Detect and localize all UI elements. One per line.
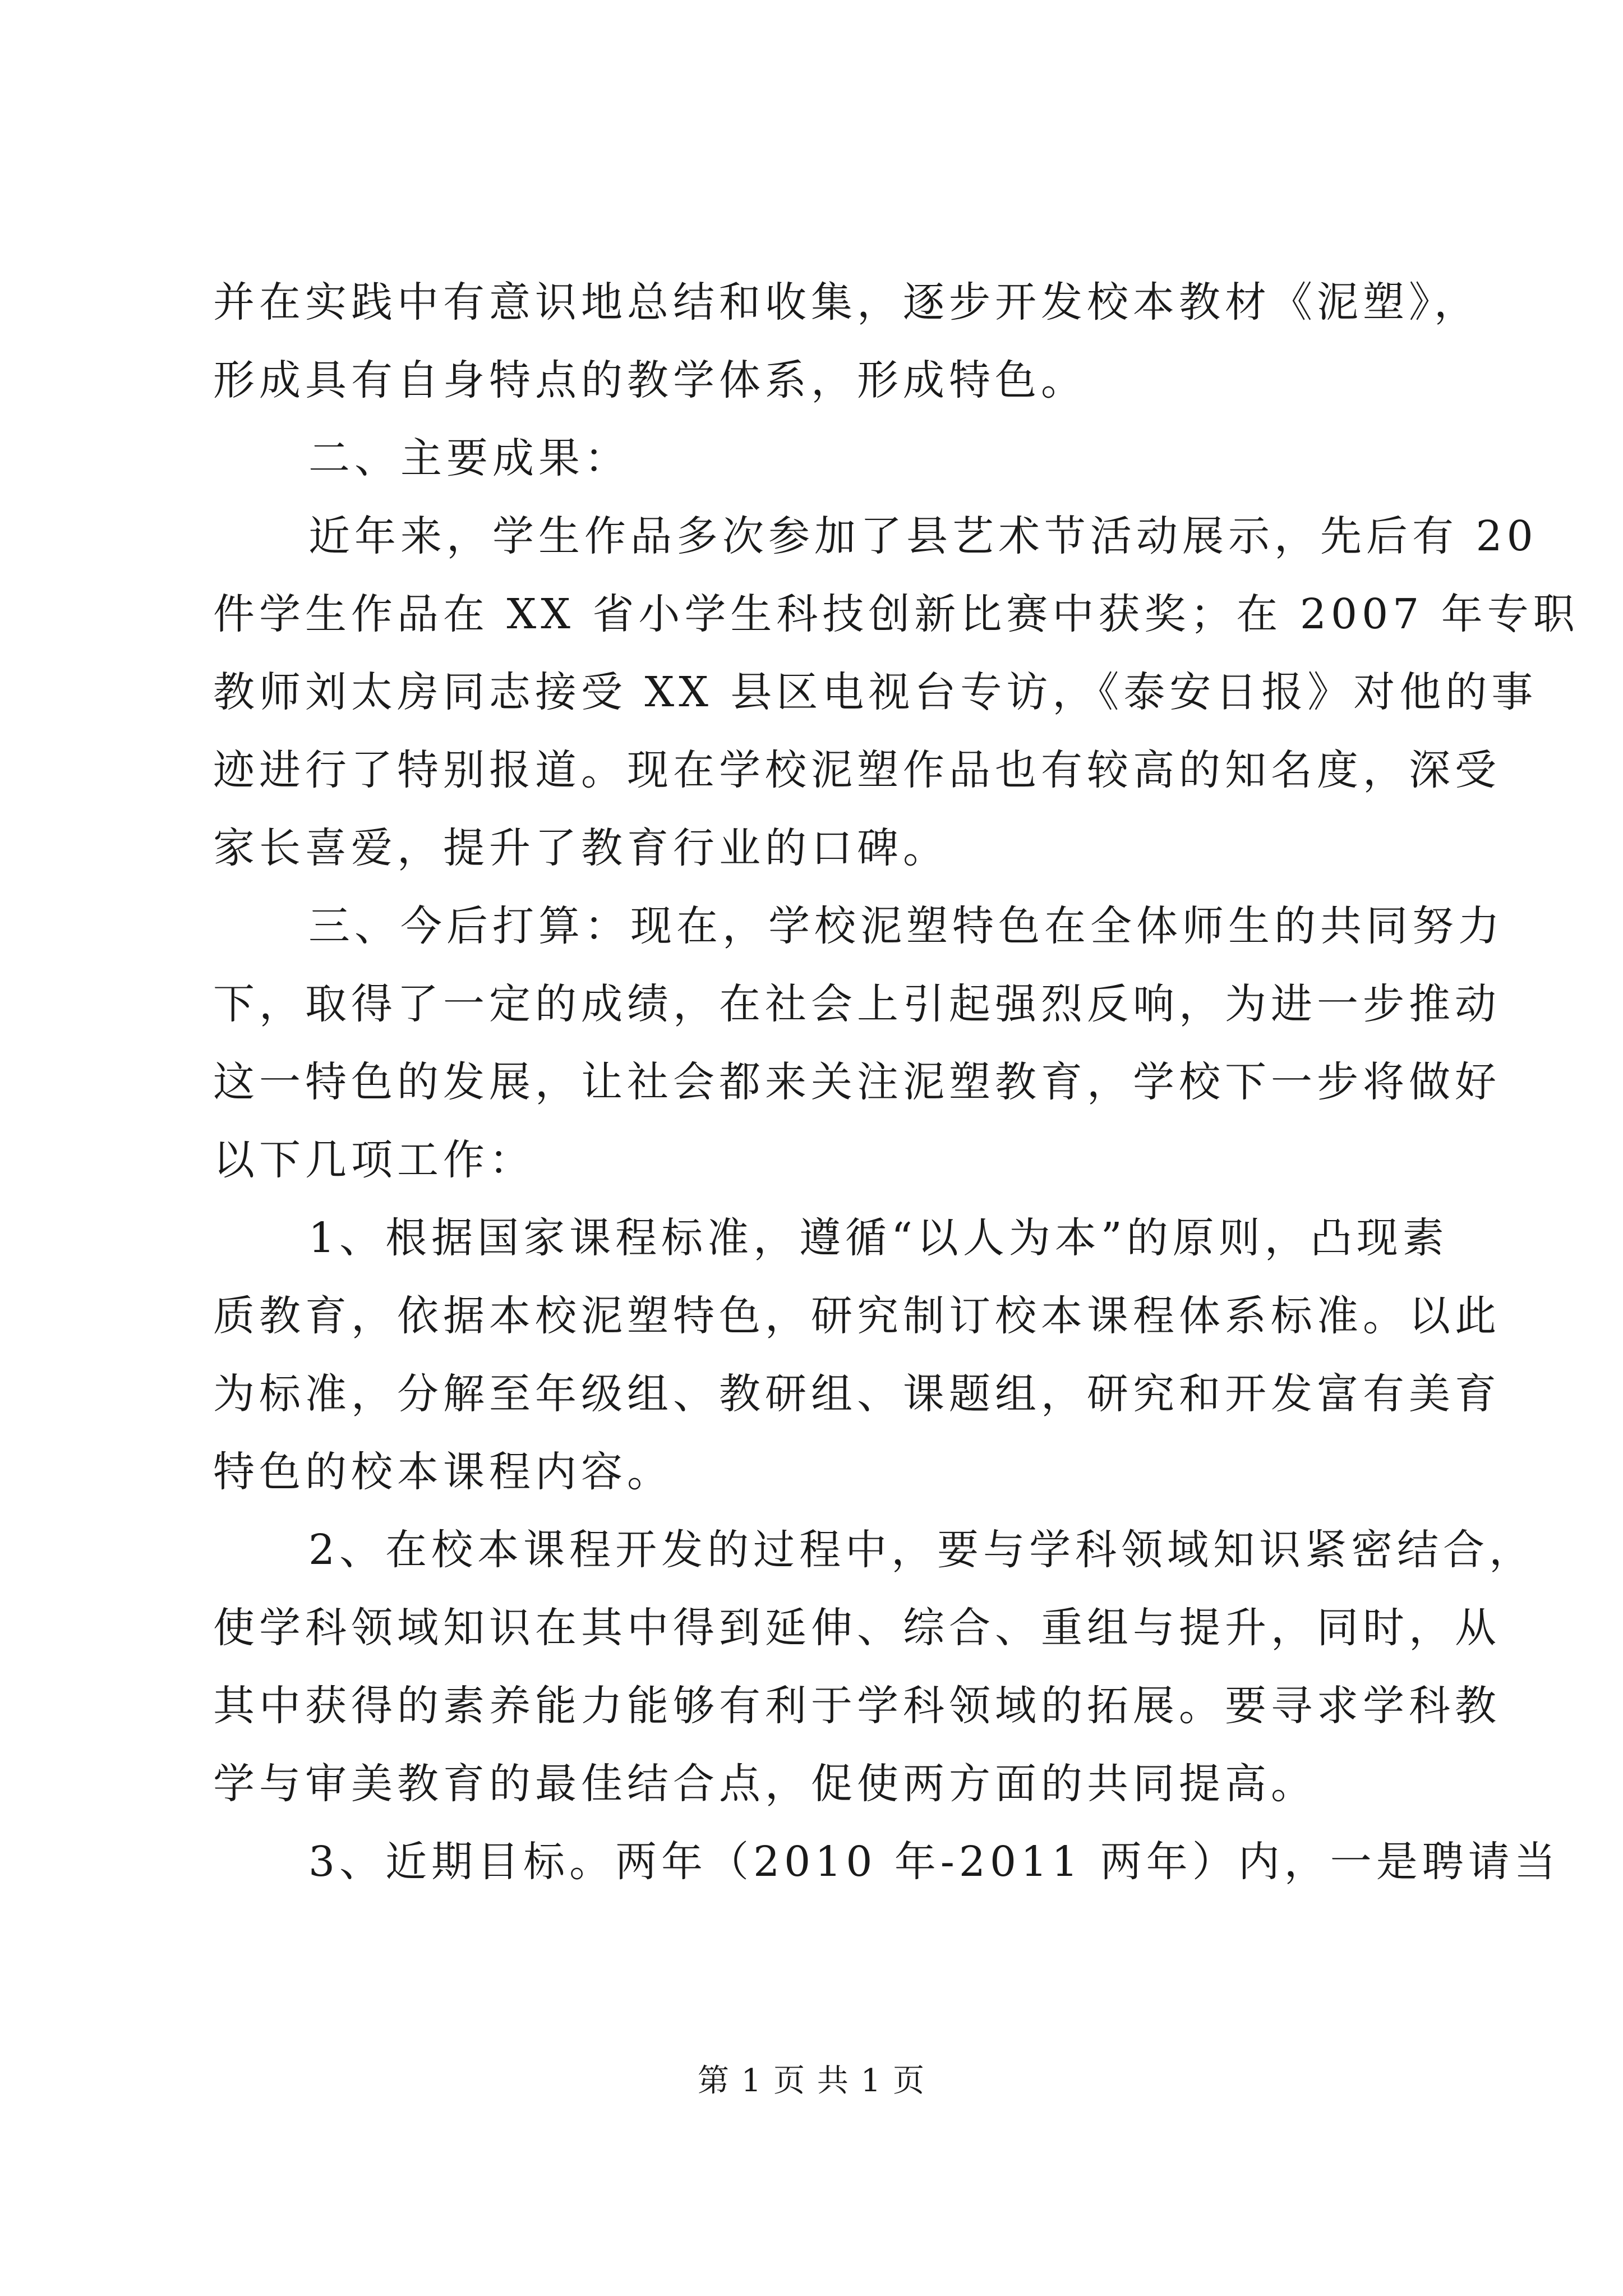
text-line: 形成具有自身特点的教学体系，形成特色。 [213,356,1087,404]
text-line: 下，取得了一定的成绩，在社会上引起强烈反响，为进一步推动 [213,980,1501,1028]
text-line: 质教育，依据本校泥塑特色，研究制订校本课程体系标准。以此 [213,1292,1501,1340]
text-line: 1、根据国家课程标准，遵循“以人为本”的原则，凸现素 [308,1214,1449,1262]
text-line: 家长喜爱，提升了教育行业的口碑。 [213,824,949,872]
text-line: 2、在校本课程开发的过程中，要与学科领域知识紧密结合， [308,1526,1536,1574]
text-line: 以下几项工作： [213,1136,535,1184]
text-line: 迹进行了特别报道。现在学校泥塑作品也有较高的知名度，深受 [213,746,1501,794]
text-line: 使学科领域知识在其中得到延伸、综合、重组与提升，同时，从 [213,1604,1501,1652]
text-line: 并在实践中有意识地总结和收集，逐步开发校本教材《泥塑》， [213,278,1480,326]
section-heading: 二、主要成果： [308,434,630,482]
text-line: 教师刘太房同志接受 XX 县区电视台专访，《泰安日报》对他的事 [213,668,1538,716]
text-line: 其中获得的素养能力能够有利于学科领域的拓展。要寻求学科教 [213,1682,1501,1730]
text-line: 学与审美教育的最佳结合点，促使两方面的共同提高。 [213,1760,1317,1808]
text-line: 为标准，分解至年级组、教研组、课题组，研究和开发富有美育 [213,1370,1501,1418]
text-line: 3、近期目标。两年（2010 年-2011 两年）内，一是聘请当 [308,1838,1560,1886]
page-footer: 第 1 页 共 1 页 [697,2063,926,2099]
section-heading: 三、今后打算：现在，学校泥塑特色在全体师生的共同努力 [308,902,1504,950]
text-line: 这一特色的发展，让社会都来关注泥塑教育，学校下一步将做好 [213,1058,1501,1106]
document-body [213,264,1579,1901]
text-line: 特色的校本课程内容。 [213,1448,673,1496]
text-line: 近年来，学生作品多次参加了县艺术节活动展示，先后有 20 [308,512,1538,560]
text-line: 件学生作品在 XX 省小学生科技创新比赛中获奖；在 2007 年专职 [213,590,1579,638]
